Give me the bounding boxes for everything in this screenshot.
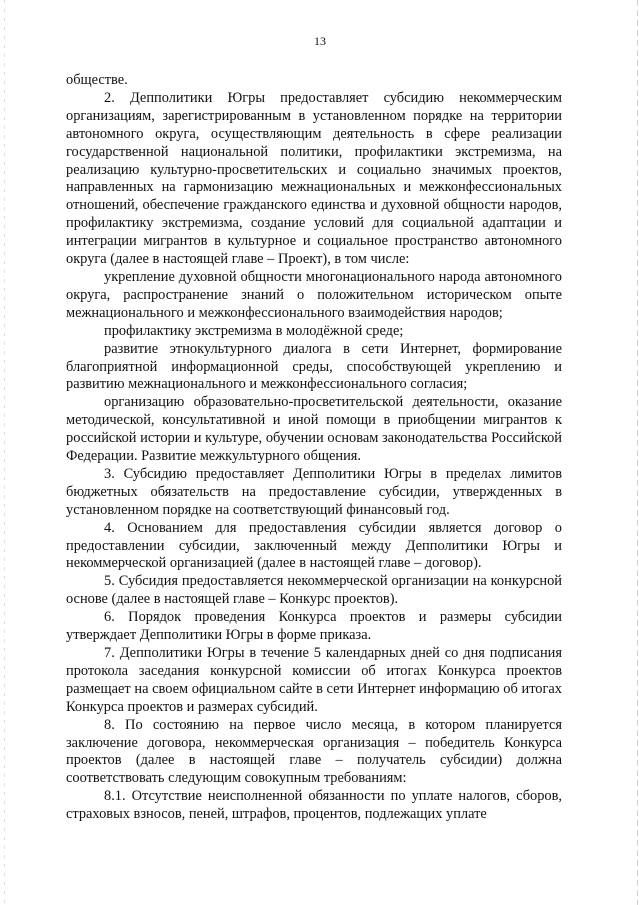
paragraph-2: 2. Депполитики Югры предоставляет субсидию некоммерческим организациям, зарегистрированным в установленном порядке на территории автономного округа, осуществляющим деятельность в сфере реализации государственной национальной политики, профилактики экстремизма, на реализацию культурно-просветительских и социально значимых проектов, направленных на гармонизацию межнациональных и межконфессиональных отношений, обеспечение гражданского единства и духовной общности народов, профилактику экстремизма, создание условий для социальной адаптации и интеграции мигрантов в культурное и социальное пространство автономного округа (далее в настоящей главе – Проект), в том числе: (66, 89, 562, 268)
paragraph-8-1: 8.1. Отсутствие неисполненной обязанности по уплате налогов, сборов, страховых взносов, пеней, штрафов, процентов, подлежащих уплате (66, 788, 562, 823)
paragraph-4: 4. Основанием для предоставления субсидии является договор о предоставлении субсидии, заключенный между Депполитики Югры и некоммерческой организацией (далее в настоящей главе – договор). (66, 519, 562, 572)
paragraph-3: 3. Субсидию предоставляет Депполитики Югры в пределах лимитов бюджетных обязательств на предоставление субсидии, утвержденных в установленном порядке на соответствующий финансовый год. (66, 465, 562, 518)
list-item-strengthening: укрепление духовной общности многонационального народа автономного округа, распространение знаний о положительном историческом опыте межнационального и межконфессионального взаимодействия народов; (66, 268, 562, 321)
paragraph-continuation: обществе. (66, 72, 128, 88)
scan-edge-right (637, 0, 638, 905)
page-number: 13 (314, 34, 326, 48)
paragraph-8: 8. По состоянию на первое число месяца, в котором планируется заключение договора, некоммерческая организация – победитель Конкурса проектов (далее в настоящей главе – получатель субсидии) должна соответствовать следующим совокупным требованиям: (66, 716, 562, 787)
list-item-prevention: профилактику экстремизма в молодёжной среде; (104, 322, 404, 339)
paragraph-6: 6. Порядок проведения Конкурса проектов и размеры субсидии утверждает Депполитики Югры в форме приказа. (66, 609, 562, 644)
paragraph-7: 7. Депполитики Югры в течение 5 календарных дней со дня подписания протокола заседания конкурсной комиссии об итогах Конкурса проектов размещает на своем официальном сайте в сети Интернет информацию об итогах Конкурса проектов и размерах субсидий. (66, 645, 562, 715)
list-item-dialogue: развитие этнокультурного диалога в сети Интернет, формирование благоприятной информационной среды, способствующей укреплению и развитию межнационального и межконфессионального согласия; (66, 340, 562, 393)
list-item-education: организацию образовательно-просветительской деятельности, оказание методической, консультативной и иной помощи в приобщении мигрантов к российской истории и культуре, обучении основам законодательства Российской Федерации. Развитие межкультурного общения. (66, 394, 562, 465)
paragraph-5: 5. Субсидия предоставляется некоммерческой организации на конкурсной основе (далее в настоящей главе – Конкурс проектов). (66, 573, 562, 608)
document-body (66, 72, 562, 824)
scan-edge-left (4, 0, 5, 905)
